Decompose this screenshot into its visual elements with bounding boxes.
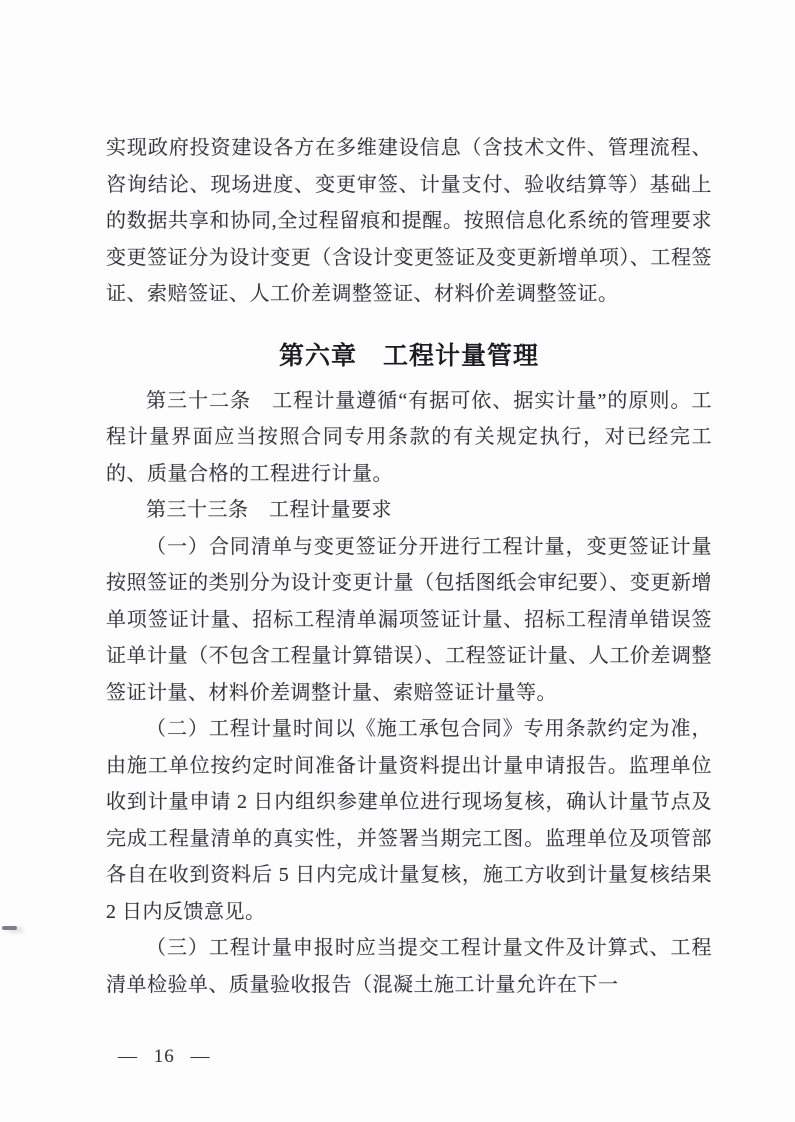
intro-paragraph: 实现政府投资建设各方在多维建设信息（含技术文件、管理流程、咨询结论、现场进度、变更审签、计量支付、验收结算等）基础上的数据共享和协同,全过程留痕和提醒。按照信息化系统的管理要求变更签证分为设计变更（含设计变更签证及变更新增单项）、工程签证、索赔签证、人工价差调整签证、材料价差调整签证。	[106, 137, 712, 305]
chapter-heading: 第六章 工程计量管理	[278, 341, 539, 370]
article-33-item-3: （三）工程计量申报时应当提交工程计量文件及计算式、工程清单检验单、质量验收报告（混凝土施工计量允许在下一	[106, 937, 712, 996]
article-33-item-1: （一）合同清单与变更签证分开进行工程计量，变更签证计量按照签证的类别分为设计变更计量（包括图纸会审纪要）、变更新增单项签证计量、招标工程清单漏项签证计量、招标工程清单错误签证单计量（不包含工程量计算错误）、工程签证计量、人工价差调整签证计量、材料价差调整计量、索赔签证计量等。	[106, 535, 712, 704]
article-33-title: 第三十三条 工程计量要求	[146, 499, 392, 521]
scan-artifact-mark	[2, 926, 17, 930]
document-body	[106, 130, 712, 1003]
article-32-paragraph: 第三十二条 工程计量遵循“有据可依、据实计量”的原则。工程计量界面应当按照合同专用条款的有关规定执行，对已经完工的、质量合格的工程进行计量。	[106, 389, 712, 485]
article-33-item-2: （二）工程计量时间以《施工承包合同》专用条款约定为准，由施工单位按约定时间准备计量资料提出计量申请报告。监理单位收到计量申请 2 日内组织参建单位进行现场复核，确认计量节点及完成工程量清单的真实性，并签署当期完工图。监理单位及项管部各自在收到资料后 5 日内完成计量复核，施工方收到计量复核结果 2 日内反馈意见。	[106, 718, 712, 923]
page-number-footer: — 16 —	[118, 1046, 211, 1067]
